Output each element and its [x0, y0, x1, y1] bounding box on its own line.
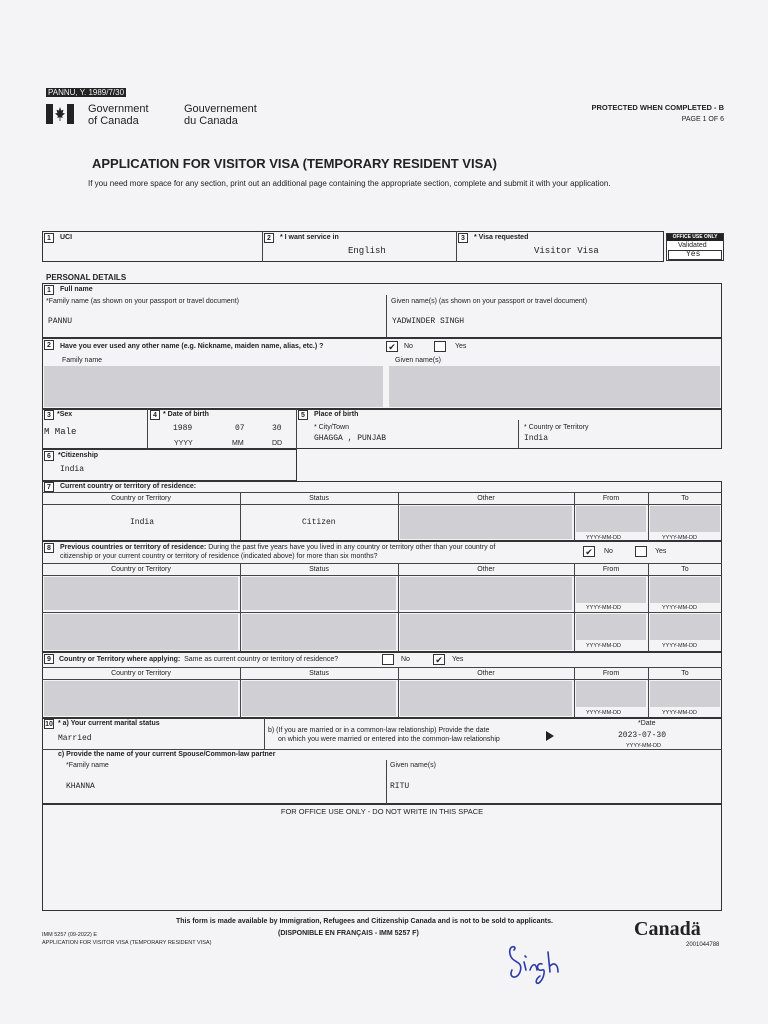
canada-wordmark: Canadä	[634, 918, 701, 940]
q7-from-fmt: YYYY-MM-DD	[586, 535, 621, 541]
svg-text:Singh: Singh	[500, 925, 541, 942]
dob-dd-label: DD	[272, 440, 283, 447]
given-name-field[interactable]: YADWINDER SINGH	[392, 317, 465, 326]
q7-label: Current country or territory of residence:	[60, 483, 197, 490]
q10a-label: * a) Your current marital status	[58, 720, 160, 727]
q9-no-label: No	[401, 656, 410, 663]
q7-to-field[interactable]	[650, 506, 720, 532]
form-page: PANNU, Y. 1989/7/30 Government of Canada Gouvernement du Canada PROTECTED WHEN COMPLETED - B PAGE 1 OF 6 APPLICATION FOR VISITOR VISA (TEMPORARY RESIDENT VISA) If you need more space for any section, print out an additional page containing the appropriate section, complete and submit it with your application. 1 UCI 2 * I want service in English 3 * Visa requested Visitor Visa OFFICE USE ONLY Validated Yes PERSONAL DETAILS 1 Full name *Family name (as shown on your passport or travel document) Given name(s) (as shown on your passport or travel document) PANNU YADWINDER SINGH 2 Have you ever used any other name (e.g. Nickname, maiden name, alias, etc.) ? ✔ No Yes Family name Given name(s) 3 *Sex M Male 4 * Date of birth 1989 07 30 YYYY MM DD 5 Place of birth * City/Town GHAGGA , PUNJAB * Country or Territory India 6 *Citizenship India 7 Current country or territory of residence: Country or Territory Status Other From To India Citizen YYYY-MM-DD YYYY-MM-DD 8 Previous countries or territory of residence: During the past five years have you lived in any country or territory other than your country of citizenship or your current country or territory of residence (indicated above) for more than six months? ✔ No Yes Country or Territory Status Other From To YYYY-MM-DD YYYY-MM-DD YYYY-MM-DD YYYY-MM-DD 9 Country or Territory where applying: Same as current country or territory of residence? No ✔ Yes Country or Territory Status Other From To YYYY-MM-DD YYYY-MM-DD 10 * a) Your current marital status Married b) (If you are married or in a common-law relationship) Provide the date on which you were married or entered into the common-law relationship *Date 2023-07-30 YYYY-MM-DD c) Provide the name of your current Spouse/Common-law partner *Family name Given name(s) KHANNA RITU FOR OFFICE USE ONLY - DO NOT WRITE IN THIS SPACE This form is made available by Immigration, Refugees and Citizenship Canada and is not to be sold to applicants. (DISPONIBLE EN FRANÇAIS - IMM 5257 F) IMM 5257 (09-2022) E APPLICATION FOR VISITOR VISA (TEMPORARY RESIDENT VISA) Canadä 2001044788 Singh	[0, 0, 768, 1024]
service-field[interactable]: English	[348, 246, 386, 256]
service-label: * I want service in	[280, 234, 339, 241]
q8-row1-status[interactable]	[242, 577, 396, 610]
q9-status-field[interactable]	[242, 681, 396, 716]
gov-en-line2: of Canada	[88, 115, 139, 127]
barcode-number: 2001044788	[686, 942, 720, 948]
q8-row1-from[interactable]	[576, 577, 646, 603]
visa-field[interactable]: Visitor Visa	[534, 246, 599, 256]
q3-label: *Sex	[57, 411, 73, 418]
protected-label: PROTECTED WHEN COMPLETED - B	[591, 103, 724, 112]
q7-col-to: To	[681, 495, 689, 502]
marriage-date-field[interactable]: 2023-07-30	[618, 731, 667, 740]
q9-country-field[interactable]	[44, 681, 238, 716]
q8-label-2: citizenship or your current country or territory of residence (indicated above) for more than six months?	[60, 553, 378, 560]
q8-row2-other[interactable]	[400, 614, 572, 650]
birth-country-field[interactable]: India	[524, 434, 549, 443]
q8-row2-to-fmt: YYYY-MM-DD	[662, 643, 697, 649]
q8-row2-country[interactable]	[44, 614, 238, 650]
q9-label: Country or Territory where applying: Same as current country or territory of residence?	[59, 656, 339, 663]
citizenship-field[interactable]: India	[60, 465, 85, 474]
visa-label: * Visa requested	[474, 234, 529, 241]
dob-month[interactable]: 07	[235, 424, 245, 433]
q1-label: Full name	[60, 286, 93, 293]
validated-value: Yes	[686, 250, 701, 259]
q8-no-label: No	[604, 548, 613, 555]
q2-given-field[interactable]	[389, 366, 720, 407]
q9-col-to: To	[681, 670, 689, 677]
marriage-date-fmt: YYYY-MM-DD	[626, 743, 661, 749]
arrow-right-icon	[546, 731, 554, 741]
q9-col-status: Status	[309, 670, 329, 677]
q2-yes-label: Yes	[455, 343, 467, 350]
office-use-label: OFFICE USE ONLY	[667, 234, 723, 241]
q7-col-from: From	[602, 495, 620, 502]
office-use-area-label: FOR OFFICE USE ONLY - DO NOT WRITE IN THIS SPACE	[280, 807, 484, 816]
q7-country-field[interactable]: India	[130, 518, 155, 527]
q9-col-other: Other	[477, 670, 495, 677]
q345-box	[42, 409, 722, 449]
q8-row1-to-fmt: YYYY-MM-DD	[662, 605, 697, 611]
q8-row2-status[interactable]	[242, 614, 396, 650]
q8-col-other: Other	[477, 566, 495, 573]
uci-label: UCI	[60, 234, 73, 241]
file-tag: PANNU, Y. 1989/7/30	[48, 88, 125, 97]
form-name-footer: APPLICATION FOR VISITOR VISA (TEMPORARY RESIDENT VISA)	[42, 940, 212, 946]
q7-to-fmt: YYYY-MM-DD	[662, 535, 697, 541]
q6-label: *Citizenship	[58, 452, 99, 459]
q9-col-country: Country or Territory	[111, 670, 171, 677]
q8-row1-other[interactable]	[400, 577, 572, 610]
q8-row1-to[interactable]	[650, 577, 720, 603]
q2-yes-checkbox[interactable]	[434, 341, 446, 352]
q10c-label: c) Provide the name of your current Spouse/Common-law partner	[58, 751, 276, 758]
q9-from-field[interactable]	[576, 681, 646, 707]
dob-mm-label: MM	[232, 440, 244, 447]
q8-row2-from-fmt: YYYY-MM-DD	[586, 643, 621, 649]
q2-given-label: Given name(s)	[395, 357, 441, 364]
q8-row2-to[interactable]	[650, 614, 720, 640]
q1-family-label: *Family name (as shown on your passport or travel document)	[46, 298, 239, 305]
sex-field[interactable]: M Male	[44, 427, 77, 437]
q7-other-field[interactable]	[400, 506, 572, 539]
q7-col-status: Status	[309, 495, 329, 502]
q8-row2-from[interactable]	[576, 614, 646, 640]
q7-status-field[interactable]: Citizen	[302, 518, 336, 527]
gov-en-line1: Government	[88, 103, 149, 115]
applicant-signature	[500, 925, 580, 988]
q8-col-status: Status	[309, 566, 329, 573]
q9-to-field[interactable]	[650, 681, 720, 707]
q1-box	[42, 283, 722, 338]
q2-no-checkbox[interactable]: ✔	[386, 341, 398, 352]
q8-no-checkbox[interactable]: ✔	[583, 546, 595, 557]
marital-status-field[interactable]: Married	[58, 734, 92, 743]
q9-yes-checkbox[interactable]: ✔	[433, 654, 445, 665]
spouse-given-label: Given name(s)	[390, 762, 436, 769]
spouse-family-field[interactable]: KHANNA	[66, 782, 95, 791]
dob-day[interactable]: 30	[272, 424, 282, 433]
birth-country-label: * Country or Territory	[524, 424, 589, 431]
form-subtitle: If you need more space for any section, print out an additional page containing the appropriate section, complete and submit it with your application.	[88, 179, 611, 188]
q1-given-label: Given name(s) (as shown on your passport or travel document)	[391, 298, 588, 305]
q9-col-from: From	[602, 670, 620, 677]
footer-notice: This form is made available by Immigration, Refugees and Citizenship Canada and is not to be sold to applicants.	[176, 918, 553, 925]
office-use-area	[42, 804, 722, 911]
q2-no-label: No	[404, 343, 413, 350]
q2-family-label: Family name	[62, 357, 103, 364]
q7-col-other: Other	[477, 495, 495, 502]
form-code: IMM 5257 (09-2022) E	[42, 932, 98, 938]
q9-to-fmt: YYYY-MM-DD	[662, 710, 697, 716]
q8-label: Previous countries or territory of residence: During the past five years have you lived in any country or territory other than your country of	[60, 544, 496, 551]
q2-label: Have you ever used any other name (e.g. Nickname, maiden name, alias, etc.) ?	[60, 343, 324, 350]
q9-from-fmt: YYYY-MM-DD	[586, 710, 621, 716]
q10b-label-2: on which you were married or entered into the common-law relationship	[278, 736, 500, 743]
q5-label: Place of birth	[314, 411, 359, 418]
dob-yyyy-label: YYYY	[174, 440, 193, 447]
q8-col-to: To	[681, 566, 689, 573]
canada-flag-icon	[46, 104, 74, 124]
form-title: APPLICATION FOR VISITOR VISA (TEMPORARY RESIDENT VISA)	[92, 156, 497, 171]
q7-from-field[interactable]	[576, 506, 646, 532]
spouse-family-label: *Family name	[66, 762, 109, 769]
q9-yes-label: Yes	[452, 656, 464, 663]
gov-fr-line2: du Canada	[184, 115, 238, 127]
q7-col-country: Country or Territory	[111, 495, 171, 502]
q10b-label-1: b) (If you are married or in a common-law relationship) Provide the date	[268, 727, 490, 734]
city-label: * City/Town	[314, 424, 350, 431]
personal-details-heading: PERSONAL DETAILS	[46, 273, 127, 282]
uci-field[interactable]	[60, 244, 256, 258]
q8-row1-country[interactable]	[44, 577, 238, 610]
q2-family-field[interactable]	[44, 366, 383, 407]
city-field[interactable]: GHAGGA , PUNJAB	[314, 434, 387, 443]
dob-year[interactable]: 1989	[173, 424, 193, 433]
q4-label: * Date of birth	[163, 411, 209, 418]
q-num: 1	[44, 233, 54, 243]
marriage-date-label: *Date	[638, 720, 656, 727]
family-name-field[interactable]: PANNU	[48, 317, 73, 326]
gov-fr-line1: Gouvernement	[184, 103, 257, 115]
q8-col-country: Country or Territory	[111, 566, 171, 573]
q8-col-from: From	[602, 566, 620, 573]
q8-yes-label: Yes	[655, 548, 667, 555]
validated-label: Validated	[678, 242, 707, 249]
q8-row1-from-fmt: YYYY-MM-DD	[586, 605, 621, 611]
spouse-given-field[interactable]: RITU	[390, 782, 410, 791]
page-number: PAGE 1 OF 6	[681, 116, 724, 123]
q8-yes-checkbox[interactable]	[635, 546, 647, 557]
q9-other-field[interactable]	[400, 681, 572, 716]
footer-french: (DISPONIBLE EN FRANÇAIS - IMM 5257 F)	[278, 930, 419, 937]
q9-no-checkbox[interactable]	[382, 654, 394, 665]
